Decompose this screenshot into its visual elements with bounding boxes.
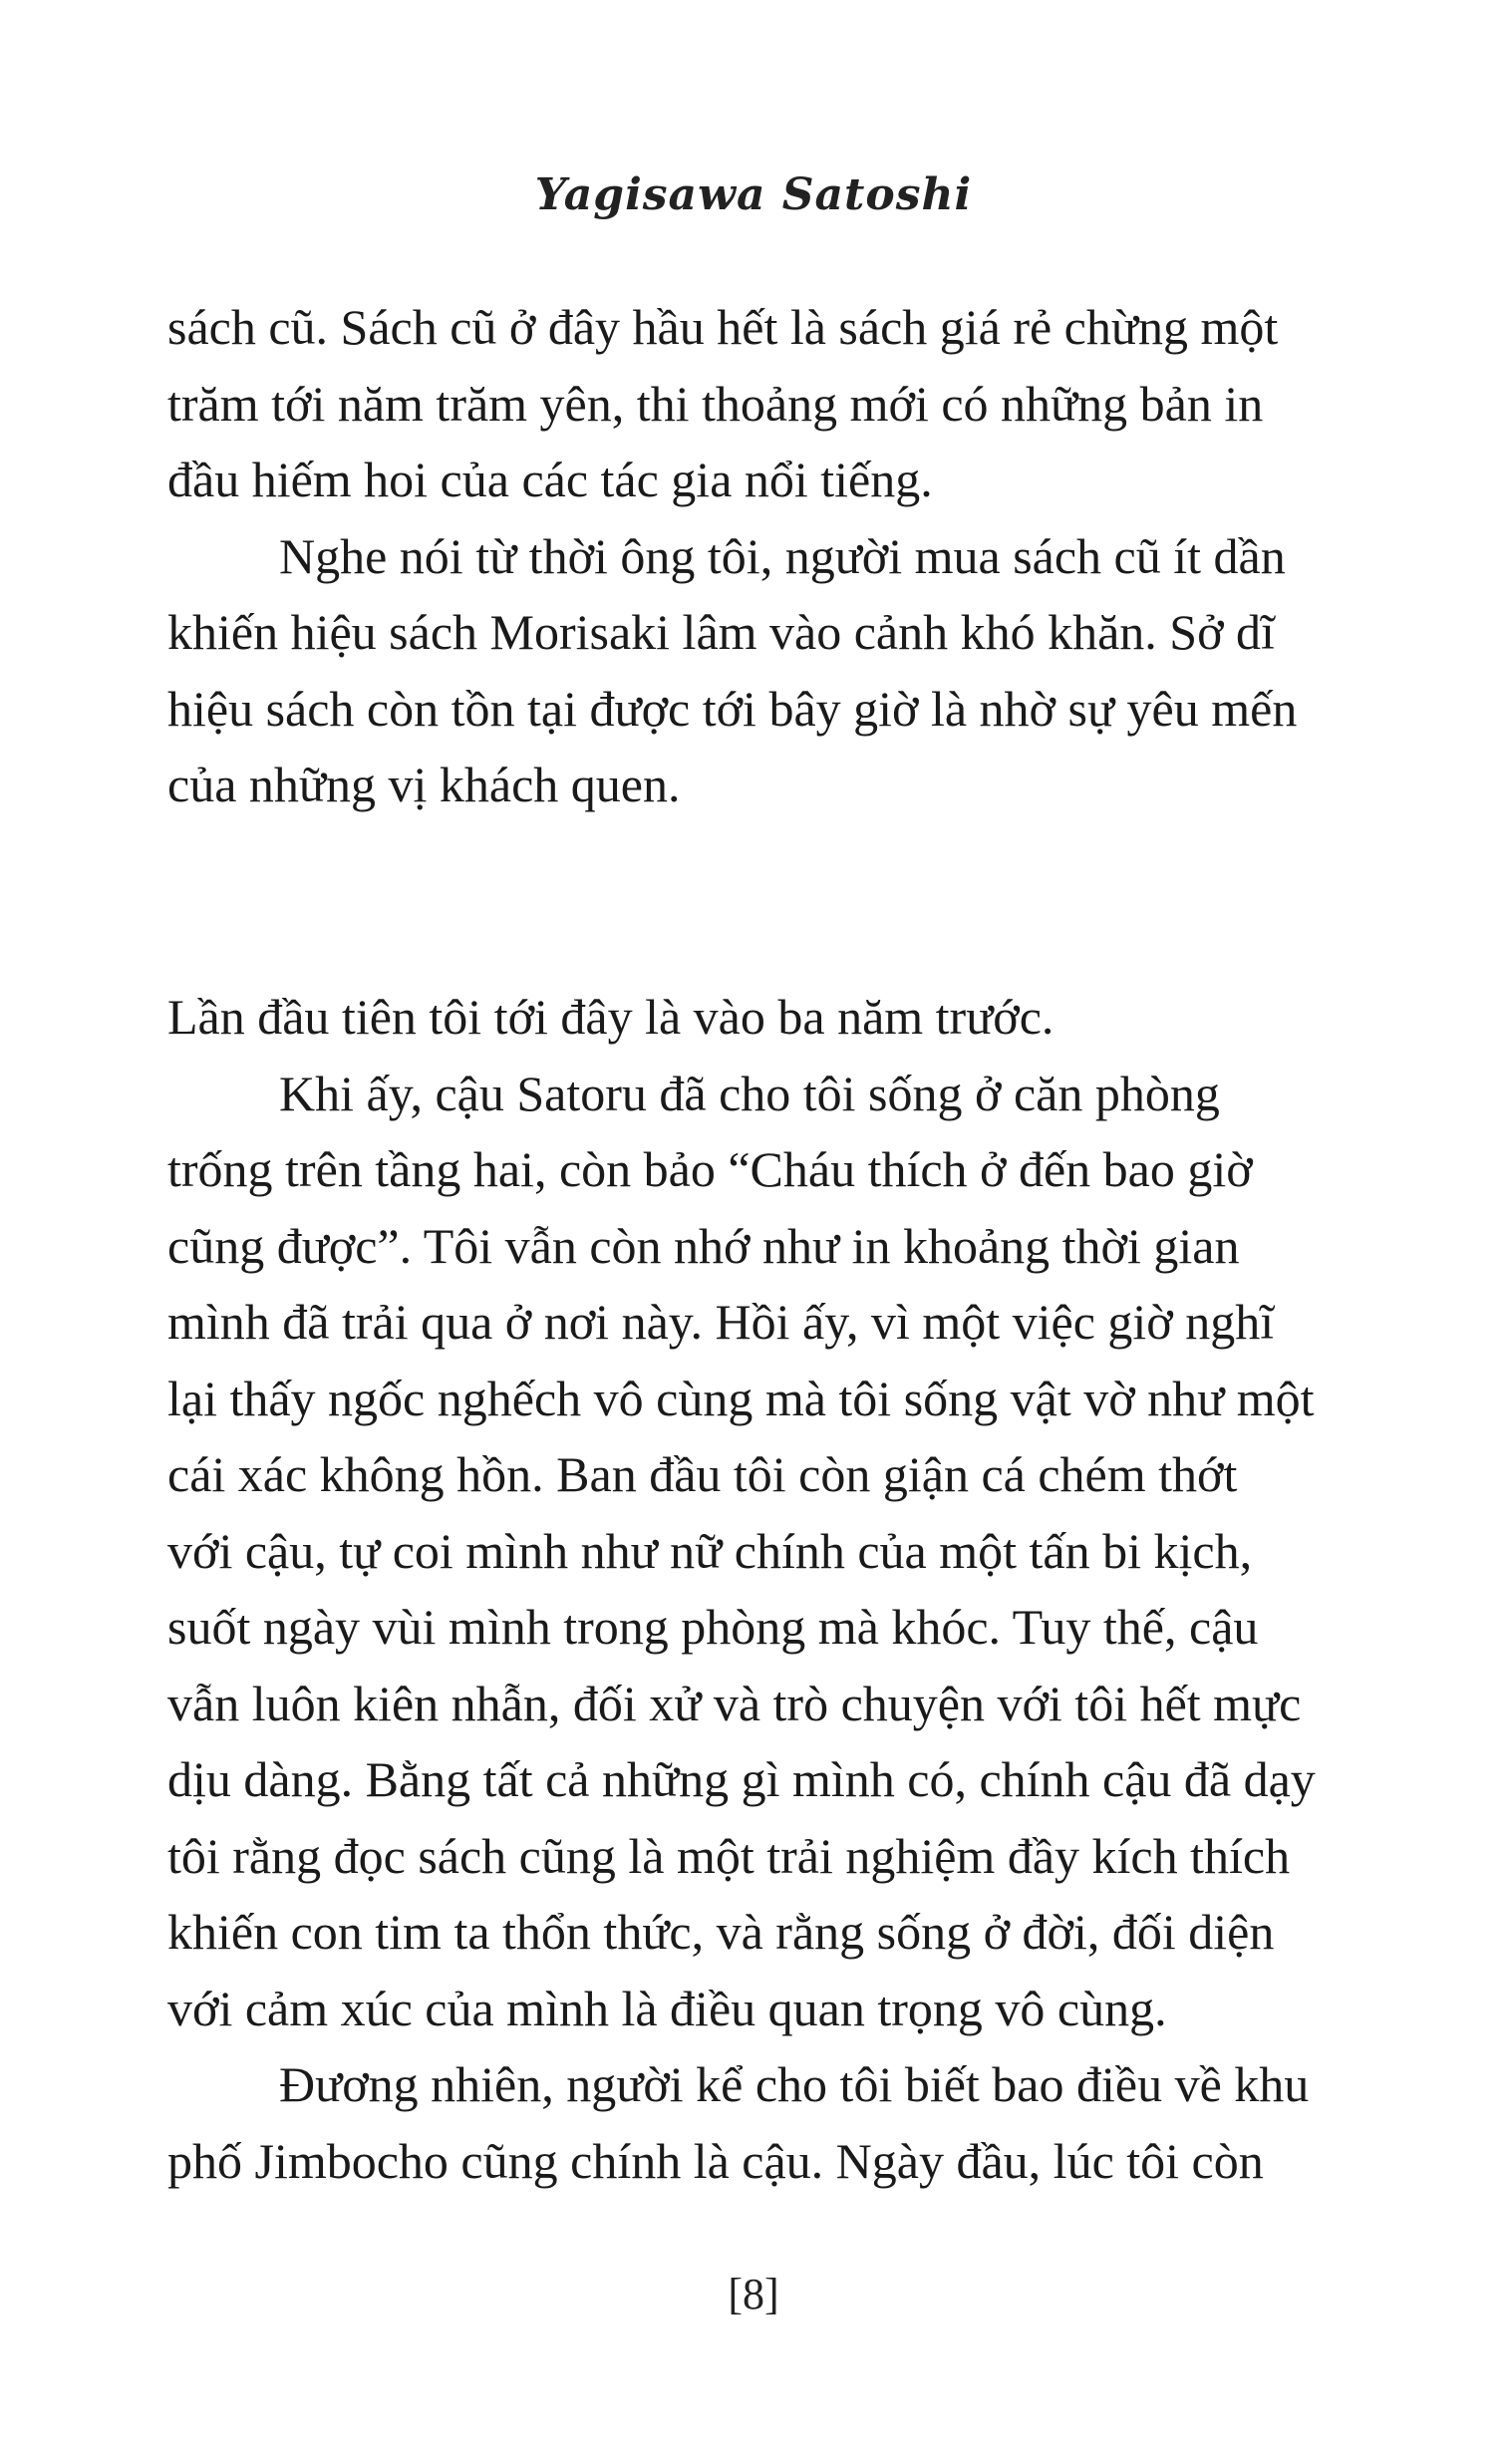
paragraph <box>167 289 1403 518</box>
text-line: vẫn luôn kiên nhẫn, đối xử và trò chuyện với tôi hết mực <box>167 1675 1302 1731</box>
text-line: sách cũ. Sách cũ ở đây hầu hết là sách giá rẻ chừng một <box>167 299 1279 355</box>
text-line: trăm tới năm trăm yên, thi thoảng mới có những bản in <box>167 375 1264 432</box>
text-line: suốt ngày vùi mình trong phòng mà khóc. Tuy thế, cậu <box>167 1599 1259 1655</box>
text-line: khiến hiệu sách Morisaki lâm vào cảnh khó khăn. Sở dĩ <box>167 604 1275 660</box>
text-line: phố Jimbocho cũng chính là cậu. Ngày đầu, lúc tôi còn <box>167 2132 1264 2189</box>
paragraph <box>167 979 1403 1056</box>
paragraph <box>167 518 1403 823</box>
text-line: dịu dàng. Bằng tất cả những gì mình có, chính cậu đã dạy <box>167 1751 1316 1807</box>
text-line: của những vị khách quen. <box>167 757 681 812</box>
running-header: Yagisawa Satoshi <box>534 169 973 220</box>
text-line: khiến con tim ta thổn thức, và rằng sống ở đời, đối diện <box>167 1904 1275 1960</box>
paragraph <box>167 2046 1403 2199</box>
section-2 <box>167 979 1403 2199</box>
text-line: lại thấy ngốc nghếch vô cùng mà tôi sống vật vờ như một <box>167 1370 1315 1426</box>
text-line: với cảm xúc của mình là điều quan trọng vô cùng. <box>167 1980 1167 2036</box>
text-line: Nghe nói từ thời ông tôi, người mua sách cũ ít dần <box>279 527 1286 584</box>
text-line: với cậu, tự coi mình như nữ chính của một tấn bi kịch, <box>167 1522 1253 1579</box>
text-line: tôi rằng đọc sách cũng là một trải nghiệm đầy kích thích <box>167 1827 1291 1884</box>
page-number: [8] <box>728 2270 779 2318</box>
text-line: Lần đầu tiên tôi tới đây là vào ba năm trước. <box>167 989 1055 1045</box>
text-line: cũng được”. Tôi vẫn còn nhớ như in khoảng thời gian <box>167 1217 1240 1274</box>
text-line: Đương nhiên, người kể cho tôi biết bao điều về khu <box>279 2056 1310 2112</box>
text-line: trống trên tầng hai, còn bảo “Cháu thích ở đến bao giờ <box>167 1141 1253 1197</box>
text-line: cái xác không hồn. Ban đầu tôi còn giận cá chém thớt <box>167 1446 1238 1502</box>
paragraph <box>167 1056 1403 2047</box>
text-line: hiệu sách còn tồn tại được tới bây giờ là nhờ sự yêu mến <box>167 680 1298 737</box>
text-line: mình đã trải qua ở nơi này. Hồi ấy, vì một việc giờ nghĩ <box>167 1294 1275 1350</box>
section-1 <box>167 289 1403 823</box>
text-line: đầu hiếm hoi của các tác gia nổi tiếng. <box>167 452 933 507</box>
text-line: Khi ấy, cậu Satoru đã cho tôi sống ở căn phòng <box>279 1065 1220 1121</box>
